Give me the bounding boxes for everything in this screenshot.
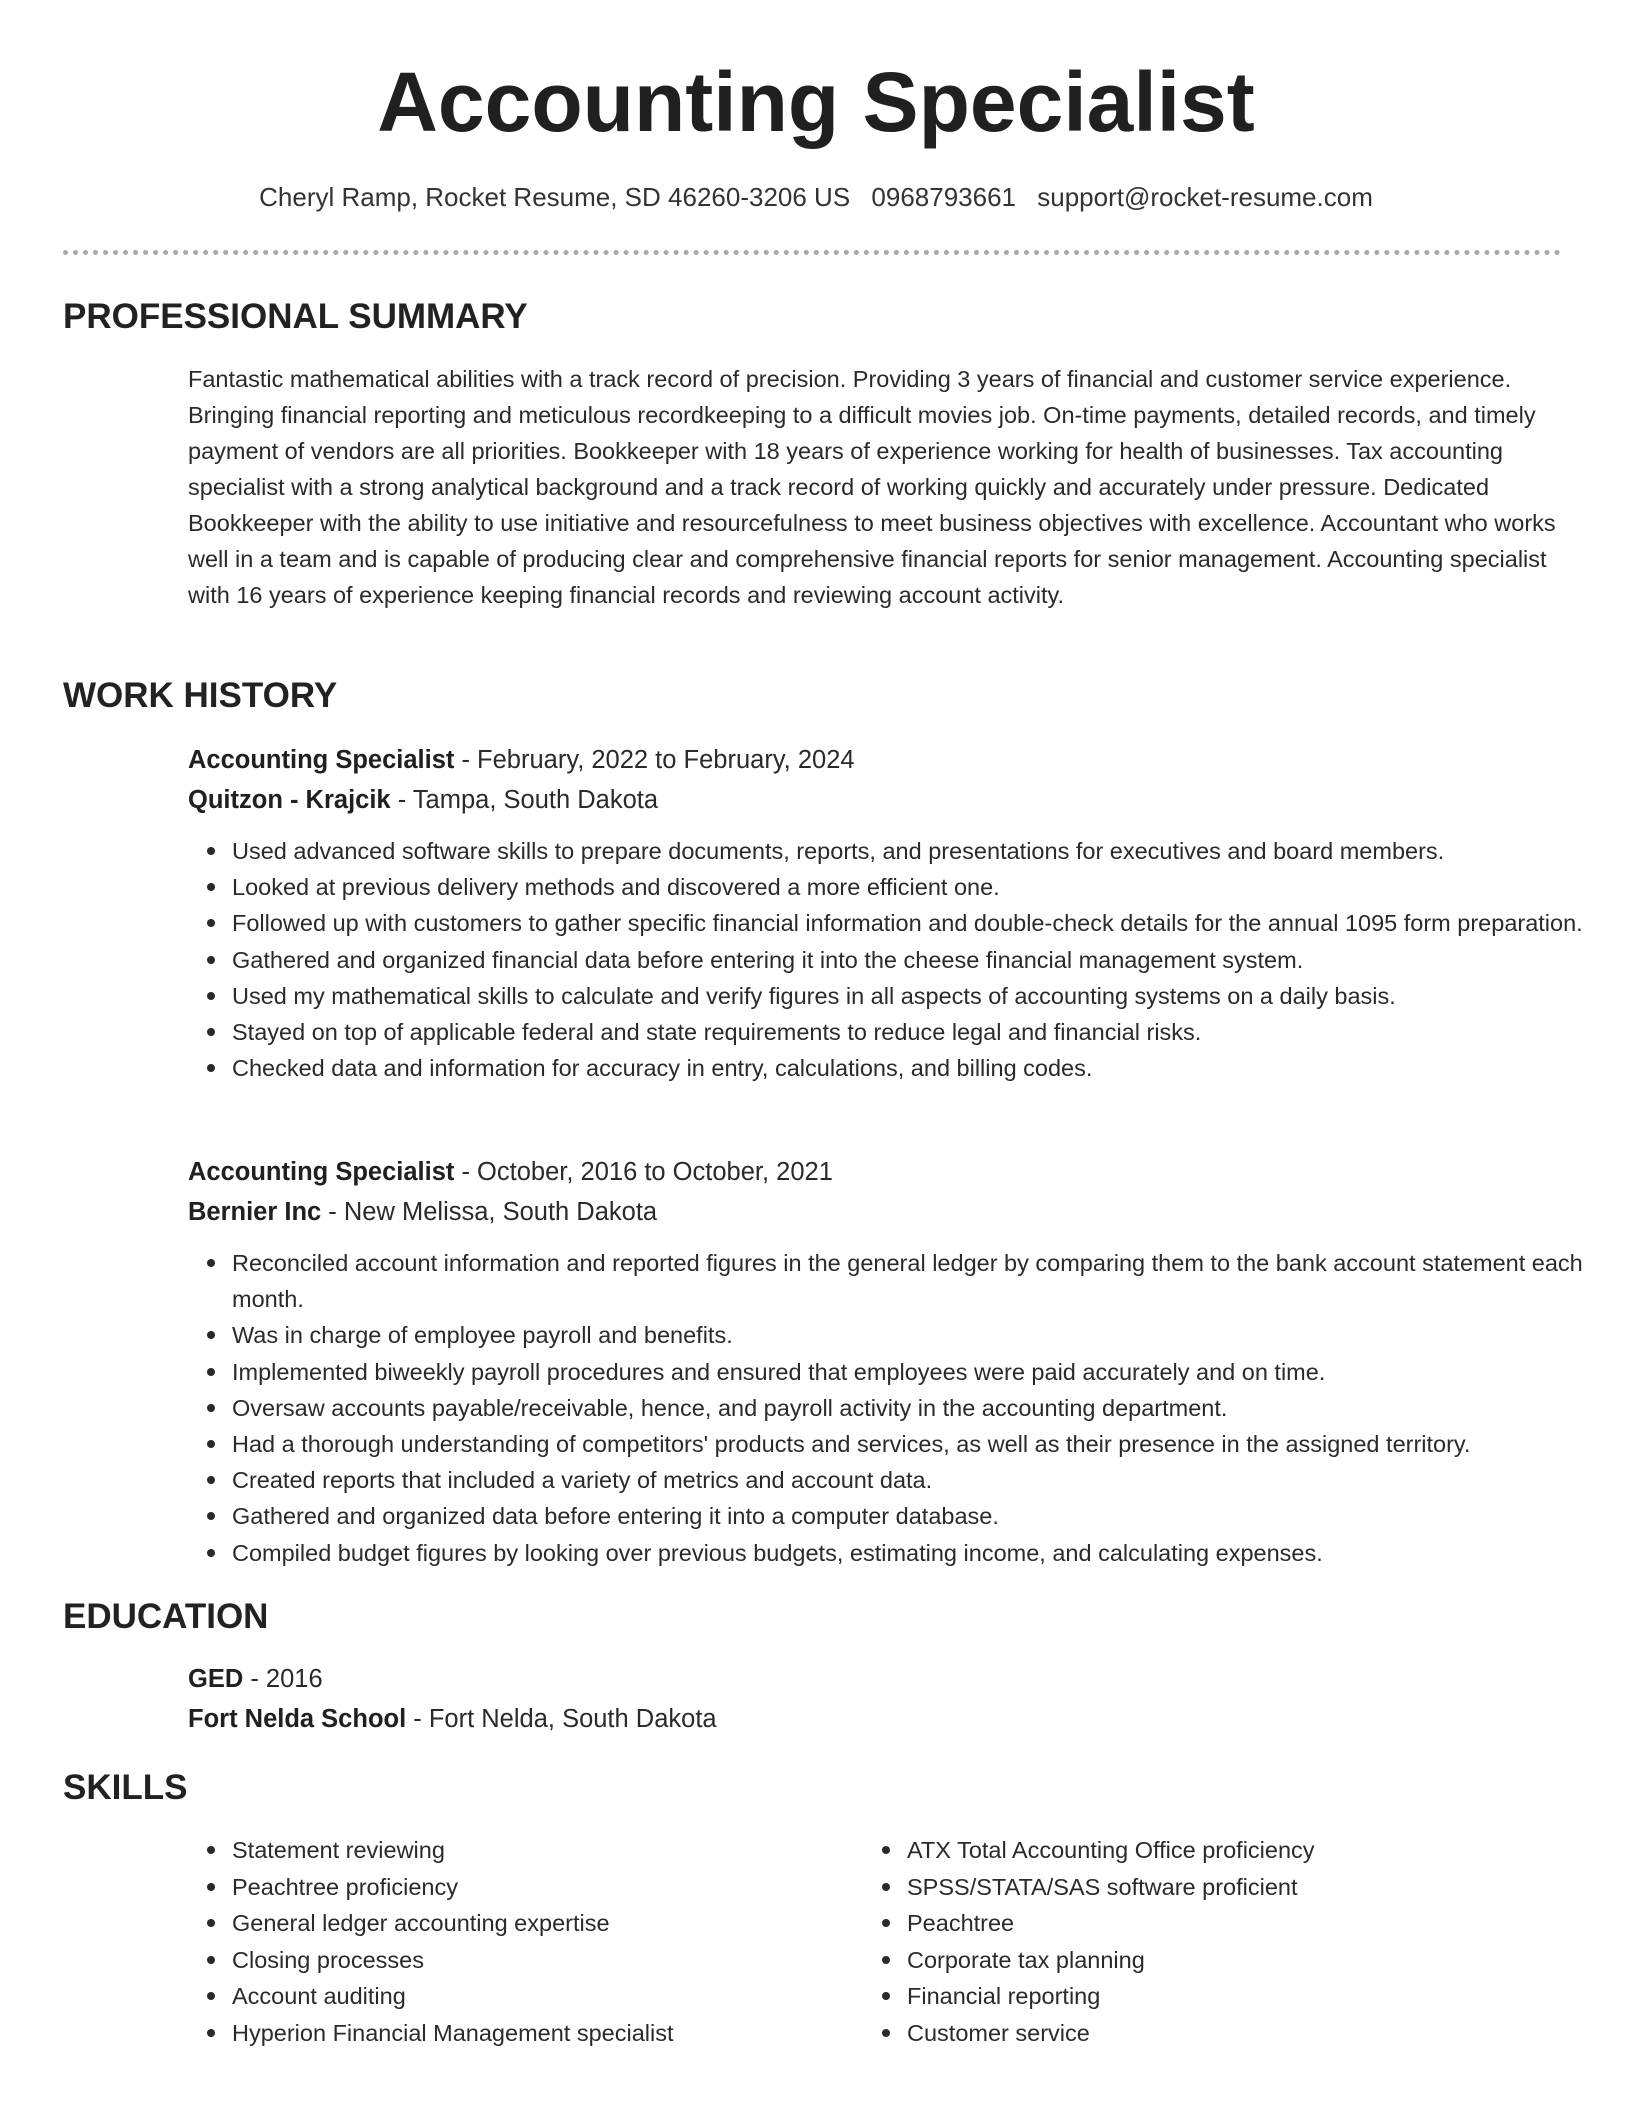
job-1-dates: - February, 2022 to February, 2024 [454, 746, 855, 774]
list-item: ATX Total Accounting Office proficiency [907, 1832, 1527, 1869]
job-2-company: Bernier Inc [188, 1198, 322, 1226]
education-school-line [188, 1699, 717, 1739]
job-1-title: Accounting Specialist [188, 746, 455, 774]
list-item: Followed up with customers to gather specific financial information and double-check details for the annual 1095 form preparation. [232, 905, 1612, 941]
contact-phone: 0968793661 [871, 182, 1017, 212]
skills-right-column [863, 1832, 1527, 2052]
list-item: General ledger accounting expertise [232, 1905, 852, 1942]
list-item: Stayed on top of applicable federal and state requirements to reduce legal and financial risks. [232, 1014, 1612, 1050]
list-item: Had a thorough understanding of competitors' products and services, as well as their presence in the assigned territory. [232, 1426, 1612, 1462]
education-heading: EDUCATION [63, 1597, 269, 1636]
job-1-title-line [188, 740, 855, 780]
list-item: Peachtree proficiency [232, 1869, 852, 1906]
job-2-location: - New Melissa, South Dakota [321, 1198, 658, 1226]
list-item: Statement reviewing [232, 1832, 852, 1869]
education-location: - Fort Nelda, South Dakota [406, 1705, 717, 1733]
list-item: Gathered and organized data before entering it into a computer database. [232, 1498, 1612, 1534]
list-item: Compiled budget figures by looking over previous budgets, estimating income, and calculating expenses. [232, 1535, 1612, 1571]
list-item: Closing processes [232, 1942, 852, 1979]
list-item: Checked data and information for accuracy in entry, calculations, and billing codes. [232, 1050, 1612, 1086]
list-item: Created reports that included a variety of metrics and account data. [232, 1462, 1612, 1498]
education-degree: GED [188, 1665, 244, 1693]
education-year: - 2016 [243, 1665, 323, 1693]
list-item: Used advanced software skills to prepare documents, reports, and presentations for executives and board members. [232, 833, 1612, 869]
job-1-company-line [188, 780, 658, 820]
contact-line [0, 180, 1632, 214]
list-item: Oversaw accounts payable/receivable, hence, and payroll activity in the accounting department. [232, 1390, 1612, 1426]
list-item: Was in charge of employee payroll and benefits. [232, 1317, 1612, 1353]
skills-left-column [188, 1832, 852, 2052]
list-item: Reconciled account information and reported figures in the general ledger by comparing them to the bank account statement each month. [232, 1245, 1612, 1317]
list-item: SPSS/STATA/SAS software proficient [907, 1869, 1527, 1906]
education-school: Fort Nelda School [188, 1705, 407, 1733]
work-history-heading: WORK HISTORY [63, 676, 338, 715]
list-item: Peachtree [907, 1905, 1527, 1942]
education-degree-line [188, 1659, 323, 1699]
list-item: Financial reporting [907, 1978, 1527, 2015]
list-item: Corporate tax planning [907, 1942, 1527, 1979]
list-item: Account auditing [232, 1978, 852, 2015]
contact-email: support@rocket-resume.com [1037, 182, 1373, 212]
summary-text: Fantastic mathematical abilities with a track record of precision. Providing 3 years of financial and customer service experience. Bringing financial reporting and meticulous recordkeeping to a difficult movies job. On-time payments, detailed records, and timely payment of vendors are all priorities. Bookkeeper with 18 years of experience working for health of businesses. Tax accounting specialist with a strong analytical background and a track record of working quickly and accurately under pressure. Dedicated Bookkeeper with the ability to use initiative and resourcefulness to meet business objectives with excellence. Accountant who works well in a team and is capable of producing clear and comprehensive financial reports for senior management. Accounting specialist with 16 years of experience keeping financial records and reviewing account activity. [188, 366, 1556, 608]
job-2-dates: - October, 2016 to October, 2021 [454, 1158, 833, 1186]
resume-title: Accounting Specialist [377, 55, 1255, 149]
skills-heading: SKILLS [63, 1768, 188, 1807]
list-item: Implemented biweekly payroll procedures and ensured that employees were paid accurately and on time. [232, 1354, 1612, 1390]
list-item: Gathered and organized financial data before entering it into the cheese financial management system. [232, 942, 1612, 978]
job-2-title-line [188, 1152, 833, 1192]
list-item: Looked at previous delivery methods and discovered a more efficient one. [232, 869, 1612, 905]
job-2-company-line [188, 1192, 657, 1232]
header-divider [63, 250, 1561, 255]
job-1-bullets [188, 833, 1612, 1086]
job-2-bullets [188, 1245, 1612, 1571]
list-item: Customer service [907, 2015, 1527, 2052]
job-1-company: Quitzon - Krajcik [188, 786, 391, 814]
contact-address: Cheryl Ramp, Rocket Resume, SD 46260-3206 US [259, 182, 851, 212]
list-item: Used my mathematical skills to calculate and verify figures in all aspects of accounting systems on a daily basis. [232, 978, 1612, 1014]
job-1-location: - Tampa, South Dakota [390, 786, 659, 814]
list-item: Hyperion Financial Management specialist [232, 2015, 852, 2052]
job-2-title: Accounting Specialist [188, 1158, 455, 1186]
summary-heading: PROFESSIONAL SUMMARY [63, 297, 528, 336]
